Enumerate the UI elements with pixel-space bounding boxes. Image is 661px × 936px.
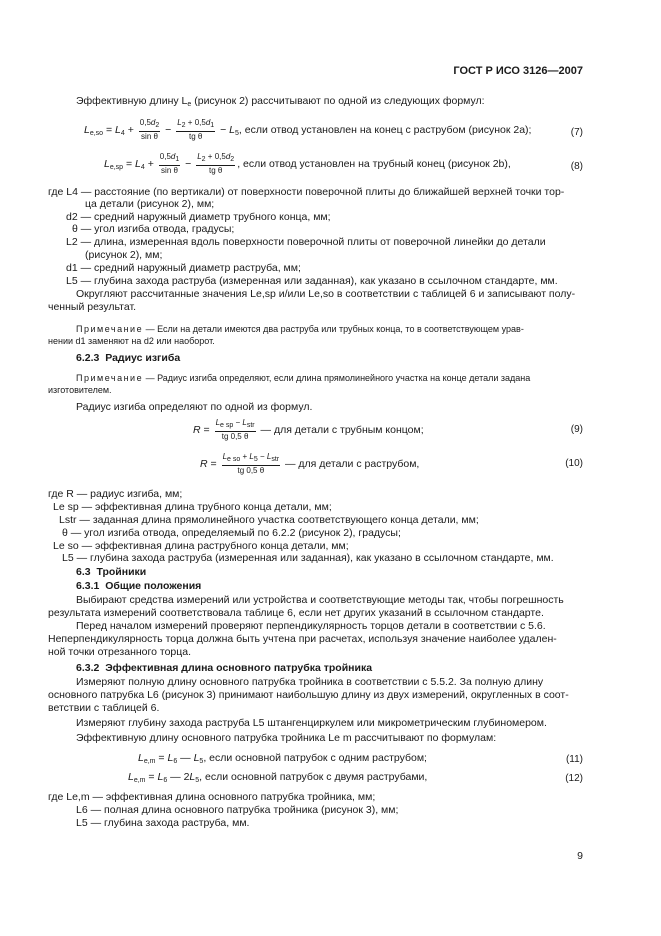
equation-number-11: (11) bbox=[565, 754, 583, 765]
def-L2-cont: (рисунок 2), мм; bbox=[85, 249, 163, 261]
def-theta: θ — угол изгиба отвода, градусы; bbox=[72, 223, 235, 235]
def-Lem: где Le,m — эффективная длина основного патрубка тройника, мм; bbox=[48, 791, 376, 803]
def-Leso: Le so — эффективная длина раструбного конца детали, мм; bbox=[53, 540, 349, 552]
p632-line2: основного патрубка L6 (рисунок 3) принимают наибольшую длину из двух измерений, округленных в соот- bbox=[48, 689, 569, 701]
formula-8: $L_{e,sp} = L_4$ + $\frac{0,5d_1}{\text{sin θ}}$ − $\frac{L_2 + 0,5d_2}{\text{tg θ}}$ , если отвод установлен на трубный конец (рисунок 2b), bbox=[104, 152, 511, 175]
p632-line5: Эффективную длину основного патрубка тройника Le m рассчитывают по формулам: bbox=[76, 732, 497, 744]
section-6-3-2-heading: 6.3.2 Эффективная длина основного патрубка тройника bbox=[76, 662, 373, 674]
p632-line3: ветствии с таблицей 6. bbox=[48, 702, 160, 714]
rounding-para-cont: ченный результат. bbox=[48, 301, 137, 313]
p632-line1: Измеряют полную длину основного патрубка тройника в соответствии с 5.5.2. За полную длину bbox=[76, 676, 544, 688]
section-6-3-heading: 6.3 Тройники bbox=[76, 566, 147, 578]
formula-7: $L_{e,so} = L_4$ + $\frac{0,5d_2}{\text{sin θ}}$ − $\frac{L_2 + 0,5d_1}{\text{tg θ}}$ − $L_5$, если отвод установлен на конец с раструбом (рисунок 2а); bbox=[84, 118, 532, 141]
equation-number-8: (8) bbox=[570, 161, 583, 172]
def-L6: L6 — полная длина основного патрубка тройника (рисунок 3), мм; bbox=[76, 804, 399, 816]
equation-number-7: (7) bbox=[570, 127, 583, 138]
section-6-2-3-heading: 6.2.3 Радиус изгиба bbox=[76, 352, 181, 364]
note-1-cont: нении d1 заменяют на d2 или наоборот. bbox=[48, 336, 215, 346]
note-2-cont: изготовителем. bbox=[48, 385, 112, 395]
p632-line4: Измеряют глубину захода раструба L5 штангенциркулем или микрометрическим глубиномером. bbox=[76, 717, 547, 729]
def-d2: d2 — средний наружный диаметр трубного конца, мм; bbox=[66, 211, 331, 223]
page-number: 9 bbox=[577, 850, 583, 862]
section-6-3-1-heading: 6.3.1 Общие положения bbox=[76, 580, 202, 592]
equation-number-10: (10) bbox=[565, 458, 583, 469]
formula-10: R = $\frac{L_{e so} + L_5 - L_{str}}{tg 0,5 \theta}$ — для детали с раструбом, bbox=[200, 452, 420, 475]
def-Lstr: Lstr — заданная длина прямолинейного участка соответствующего конца детали, мм; bbox=[59, 514, 479, 526]
radius-intro: Радиус изгиба определяют по одной из формул. bbox=[76, 401, 313, 413]
note-1: Примечание — Если на детали имеются два раструба или трубных конца, то в соответствующем урав- bbox=[76, 324, 524, 334]
rounding-para: Округляют рассчитанные значения Le,sp и/или Le,so в соответствии с таблицей 6 и записывают полу- bbox=[76, 288, 576, 300]
p631-line1: Выбирают средства измерений или устройства и соответствующие методы так, чтобы погрешность bbox=[76, 594, 564, 606]
def-d1: d1 — средний наружный диаметр раструба, мм; bbox=[66, 262, 301, 274]
formula-12: $L_{e,m} = L_6$ — $2L_5$, если основной патрубок с двумя раструбами, bbox=[128, 771, 428, 784]
note-2: Примечание — Радиус изгиба определяют, если длина прямолинейного участка на конце детали задана bbox=[76, 373, 531, 383]
def-L4-cont: ца детали (рисунок 2), мм; bbox=[85, 198, 215, 210]
p631-line5: ной точки отрезанного торца. bbox=[48, 646, 192, 658]
formula-9: R = $\frac{L_{e sp} - L_{str}}{tg 0,5 \theta}$ — для детали с трубным концом; bbox=[193, 418, 424, 441]
def-R: где R — радиус изгиба, мм; bbox=[48, 488, 183, 500]
def-L2: L2 — длина, измеренная вдоль поверхности поверочной плиты от поверочной линейки до детали bbox=[66, 236, 546, 248]
def-L5-2: L5 — глубина захода раструба (измеренная или заданная), как указано в ссылочном стандарте, мм. bbox=[62, 552, 554, 564]
def-L5: L5 — глубина захода раструба (измеренная или заданная), как указано в ссылочном стандарте, мм. bbox=[66, 275, 558, 287]
p631-line2: результата измерений соответствовала таблице 6, если нет других указаний в ссылочном стандарте. bbox=[48, 607, 544, 619]
equation-number-12: (12) bbox=[565, 773, 583, 784]
document-id: ГОСТ Р ИСО 3126—2007 bbox=[453, 65, 583, 77]
p631-line4: Неперпендикулярность торца должна быть учтена при расчетах, используя значение наиболее удален- bbox=[48, 633, 557, 645]
equation-number-9: (9) bbox=[570, 424, 583, 435]
def-L4: где L4 — расстояние (по вертикали) от поверхности поверочной плиты до ближайшей верхней точки тор- bbox=[48, 186, 565, 198]
formula-11: $L_{e,m} = L_6$ — $L_5$, если основной патрубок с одним раструбом; bbox=[138, 752, 427, 765]
def-theta-2: θ — угол изгиба отвода, определяемый по 6.2.2 (рисунок 2), градусы; bbox=[62, 527, 401, 539]
def-L5-3: L5 — глубина захода раструба, мм. bbox=[76, 817, 250, 829]
intro-line: Эффективную длину $L_e$ (рисунок 2) рассчитывают по одной из следующих формул: bbox=[76, 95, 485, 108]
p631-line3: Перед началом измерений проверяют перпендикулярность торцов детали в соответствии с 5.6. bbox=[76, 620, 546, 632]
def-Lesp: Le sp — эффективная длина трубного конца детали, мм; bbox=[53, 501, 332, 513]
